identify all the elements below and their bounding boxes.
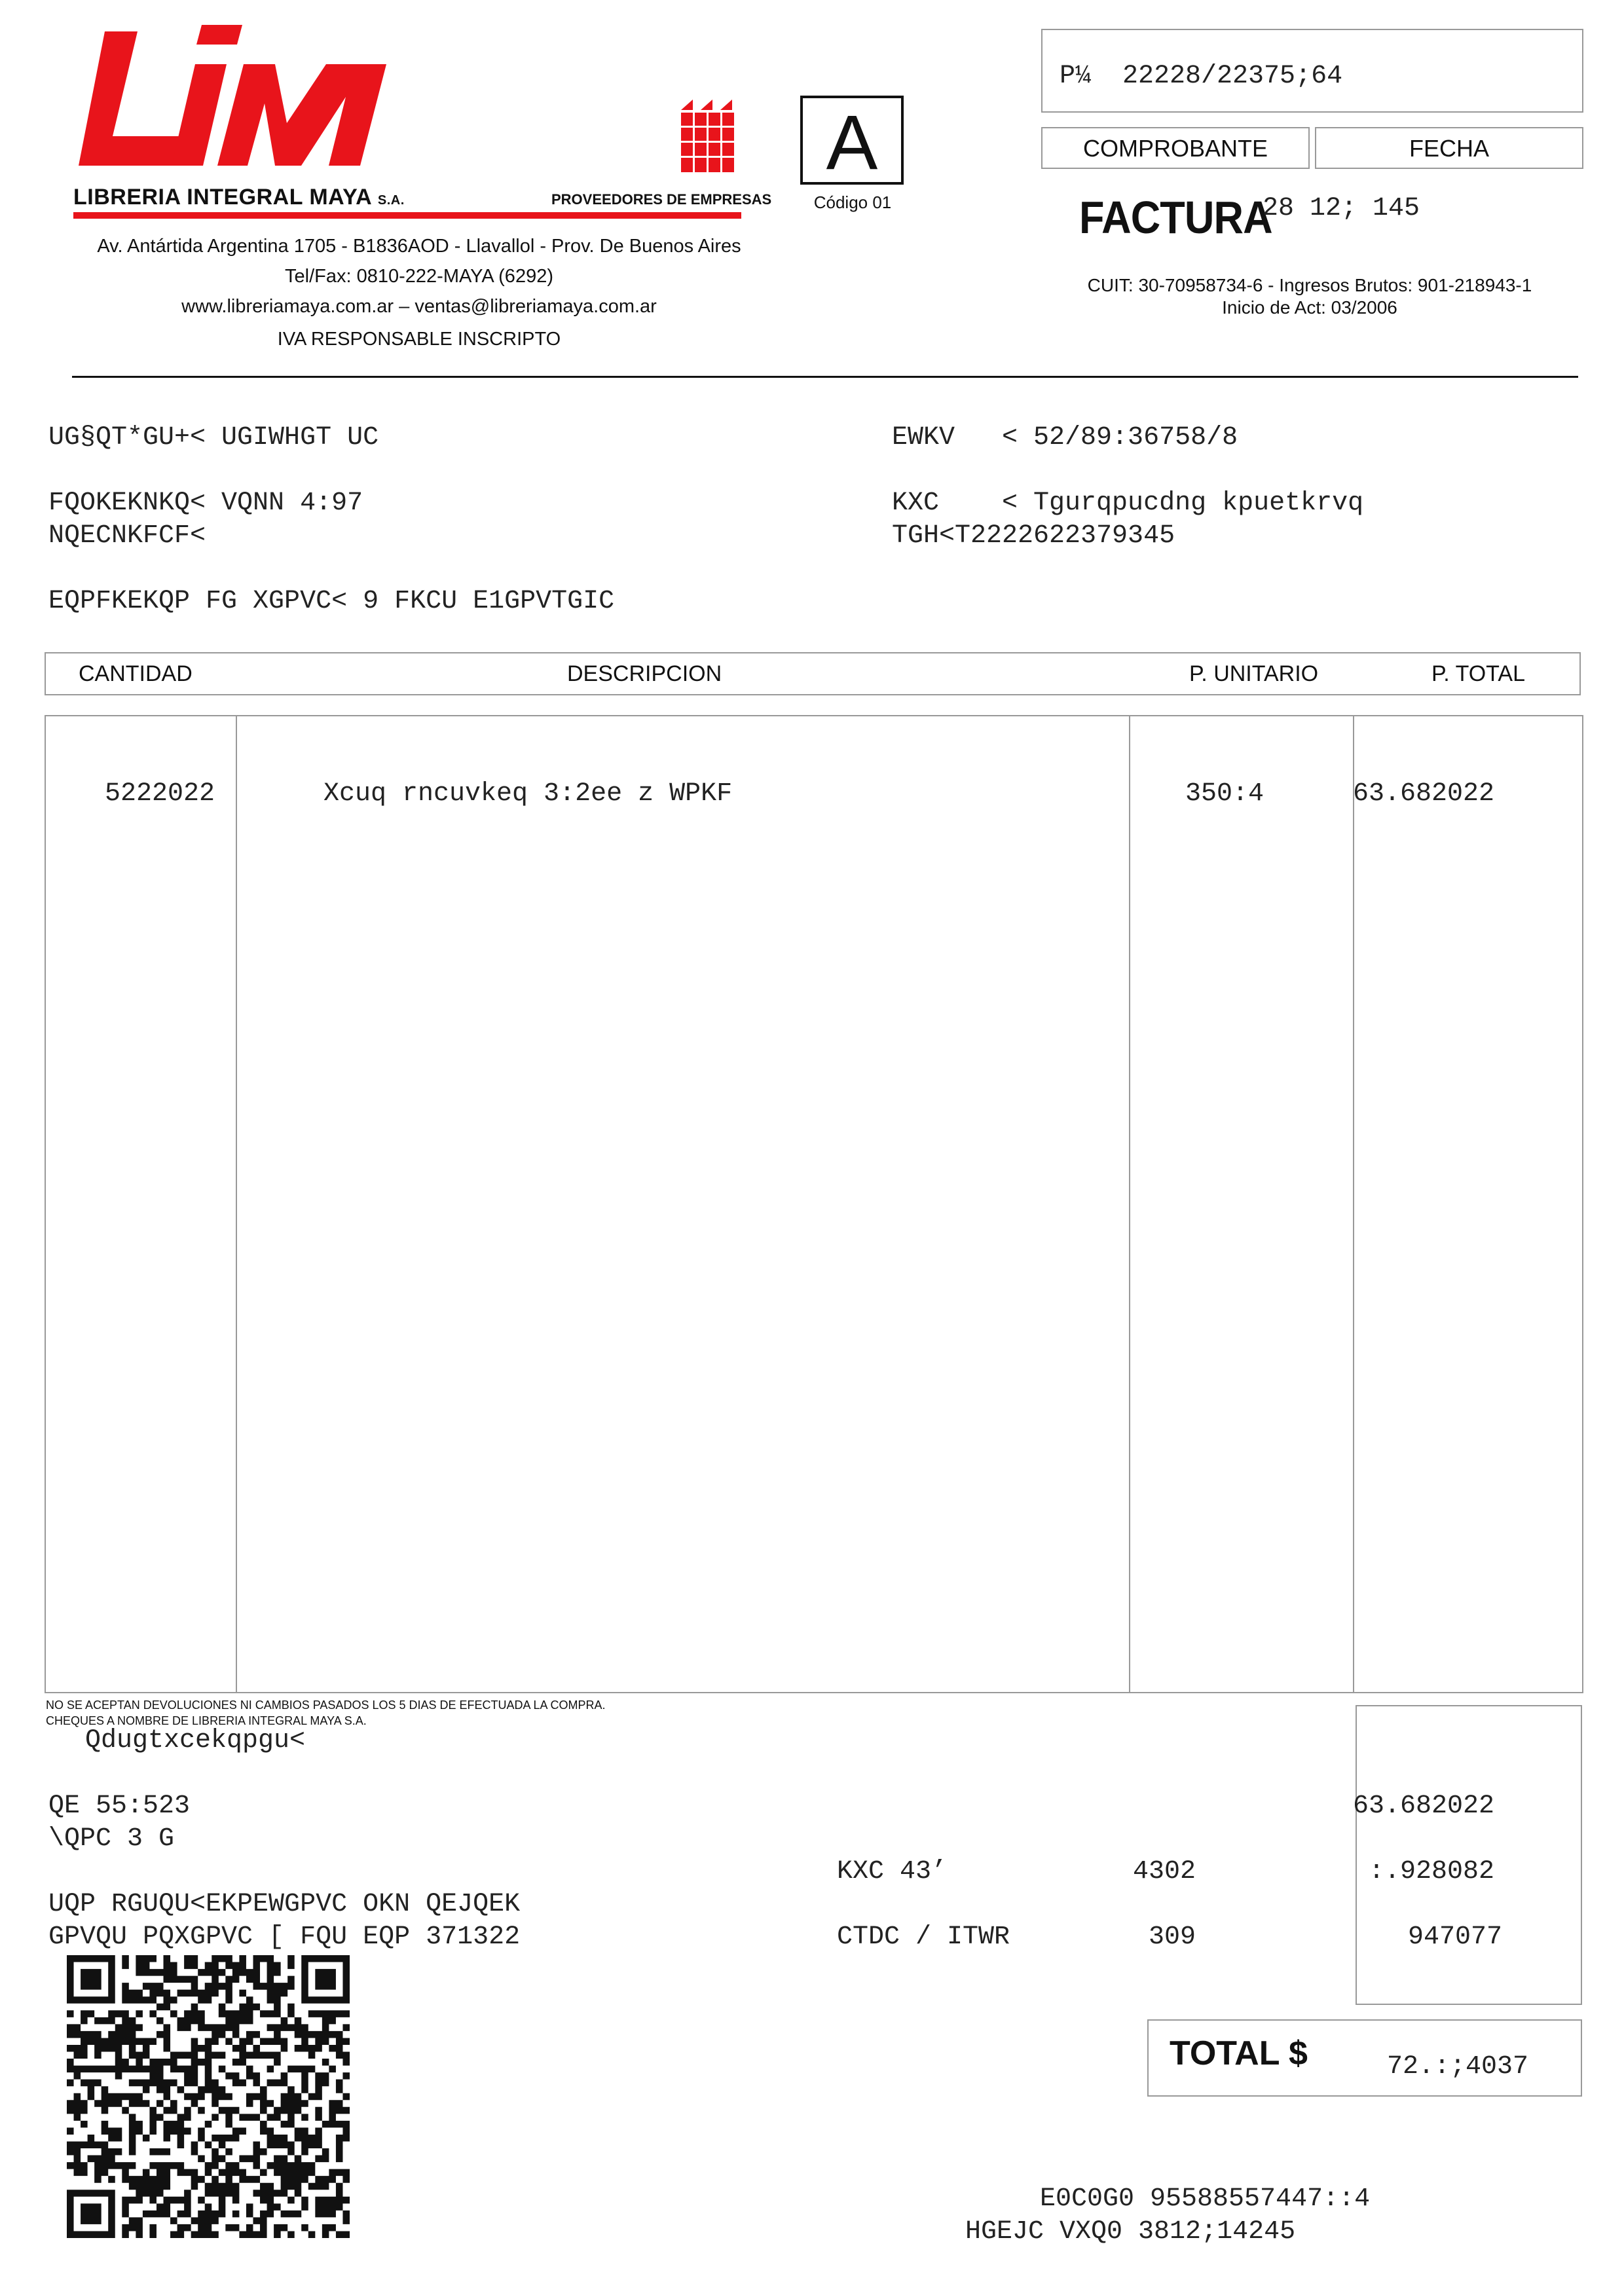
observaciones-zona: \QPC 3 G xyxy=(48,1824,175,1854)
return-policy-note: NO SE ACEPTAN DEVOLUCIONES NI CAMBIOS PASADOS LOS 5 DIAS DE EFECTUADA LA COMPRA. xyxy=(46,1698,606,1712)
company-cuit: CUIT: 30-70958734-6 - Ingresos Brutos: 901-218943-1 xyxy=(1087,275,1532,295)
doc-type-code: Código 01 xyxy=(813,193,892,212)
grand-total-value: 72.:;4037 xyxy=(1387,2052,1529,2082)
perception-label: CTDC / ITWR xyxy=(837,1922,1010,1952)
table-header xyxy=(45,652,1581,695)
col-descripcion: DESCRIPCION xyxy=(567,661,722,686)
column-divider xyxy=(1129,715,1130,1693)
client-remito: TGH<T2222622379345 xyxy=(892,521,1175,551)
totals-box xyxy=(1356,1705,1582,2005)
client-cuit: EWKV < 52/89:36758/8 xyxy=(892,423,1238,452)
column-divider xyxy=(1353,715,1354,1693)
company-address: Av. Antártida Argentina 1705 - B1836AOD - Llavallol - Prov. De Buenos Aires xyxy=(97,236,741,257)
subtotal-value: 63.682022 xyxy=(1353,1791,1495,1821)
client-condicion: EQPFKEKQP FG XGPVC< 9 FKCU E1GPVTGIC xyxy=(48,587,615,616)
building-icon xyxy=(681,100,735,174)
observaciones-oc: QE 55:523 xyxy=(48,1791,191,1821)
iva-percent: 4302 xyxy=(1133,1857,1196,1886)
iva-label: KXC 43’ xyxy=(837,1857,948,1886)
client-localidad: NQECNKFCF< xyxy=(48,521,206,551)
client-name: UG§QT*GU+< UGIWHGT UC xyxy=(48,423,379,452)
brand-divider xyxy=(73,212,741,219)
col-cantidad: CANTIDAD xyxy=(79,661,193,686)
doc-type-letter: A xyxy=(800,96,904,185)
grand-total-label: TOTAL $ xyxy=(1170,2034,1308,2072)
comprobante-label: COMPROBANTE xyxy=(1041,127,1310,169)
cae-due-date: HGEJC VXQ0 3812;14245 xyxy=(965,2217,1296,2247)
perception-value: 947077 xyxy=(1408,1922,1503,1952)
company-name: LIBRERIA INTEGRAL MAYA S.A. xyxy=(73,185,405,210)
col-total: P. TOTAL xyxy=(1431,661,1526,686)
company-phone: Tel/Fax: 0810-222-MAYA (6292) xyxy=(285,266,553,287)
fecha-value: 28 12; 145 xyxy=(1263,194,1420,223)
row-total: 63.682022 xyxy=(1353,779,1495,809)
fecha-label: FECHA xyxy=(1315,127,1583,169)
company-web: www.libreriamaya.com.ar – ventas@libreriamaya.com.ar xyxy=(181,296,657,317)
observaciones-amount-words-2: GPVQU PQXGPVC [ FQU EQP 371322 xyxy=(48,1922,521,1952)
client-iva: KXC < Tgurqpucdng kpuetkrvq xyxy=(892,488,1364,518)
col-unitario: P. UNITARIO xyxy=(1189,661,1319,686)
column-divider xyxy=(236,715,237,1693)
company-tagline: PROVEEDORES DE EMPRESAS xyxy=(551,191,772,208)
qr-code xyxy=(67,1955,350,2238)
cae-number: E0C0G0 95588557447::4 xyxy=(1040,2184,1371,2214)
company-iva: IVA RESPONSABLE INSCRIPTO xyxy=(277,329,561,350)
company-inicio: Inicio de Act: 03/2006 xyxy=(1222,297,1397,318)
row-descripcion: Xcuq rncuvkeq 3:2ee z WPKF xyxy=(323,779,733,809)
doc-name: FACTURA xyxy=(1079,192,1272,243)
observaciones-title: Qdugtxcekqpgu< xyxy=(85,1726,306,1755)
perception-percent: 309 xyxy=(1149,1922,1196,1952)
iva-value: :.928082 xyxy=(1369,1857,1495,1886)
observaciones-amount-words-1: UQP RGUQU<EKPEWGPVC OKN QEJQEK xyxy=(48,1890,521,1919)
row-cantidad: 5222022 xyxy=(105,779,215,809)
client-domicilio: FQOKEKNKQ< VQNN 4:97 xyxy=(48,488,363,518)
point-of-sale-number: P¼ 22228/22375;64 xyxy=(1060,62,1343,91)
row-unitario: 350:4 xyxy=(1185,779,1264,809)
cheques-note: CHEQUES A NOMBRE DE LIBRERIA INTEGRAL MAYA S.A. xyxy=(46,1714,367,1727)
header-divider xyxy=(72,376,1578,378)
company-logo xyxy=(79,25,386,175)
